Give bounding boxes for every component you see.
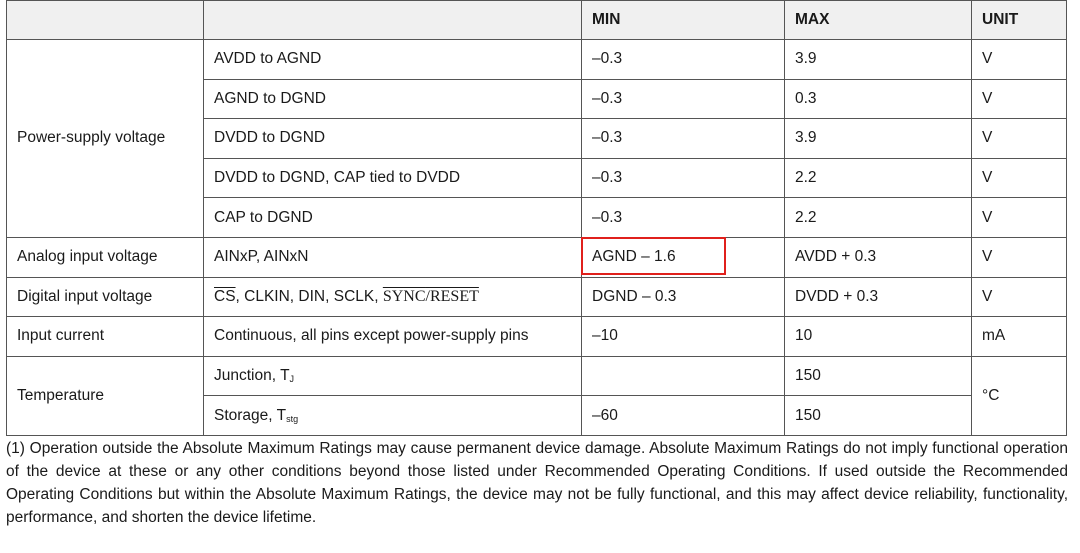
param-cell: AVDD to AGND [204, 40, 582, 80]
reset-pin-overline: RESET [429, 287, 479, 305]
min-cell-highlighted: AGND – 1.6 [582, 237, 785, 277]
digital-pins-text: , CLKIN, DIN, SCLK, [235, 287, 383, 305]
sync-pin-overline: SYNC [382, 287, 426, 305]
param-cell [204, 396, 582, 436]
absolute-maximum-ratings-table [6, 0, 1067, 436]
min-cell [582, 356, 785, 396]
table-row [7, 277, 1067, 317]
slash-overline: / [425, 287, 430, 305]
footnote: (1) Operation outside the Absolute Maximum Ratings may cause permanent device damage. Absolute Maximum Ratings do not imply functional operation of the device at these or any other conditions beyond those listed under Recommended Operating Conditions. If used outside the Recommended Operating Conditions but within the Absolute Maximum Ratings, the device may not be fully functional, and this may affect device reliability, functionality, performance, and shorten the device lifetime. [6, 440, 1068, 526]
param-cell [204, 356, 582, 396]
category-digital-input-voltage: Digital input voltage [7, 277, 204, 317]
min-cell: –0.3 [582, 158, 785, 198]
unit-cell: mA [972, 317, 1067, 357]
param-cell: AINxP, AINxN [204, 237, 582, 277]
max-cell: 3.9 [785, 40, 972, 80]
param-cell: DVDD to DGND [204, 119, 582, 159]
storage-subscript: stg [286, 413, 299, 424]
cs-pin-overline: $\overline{CS}$ [214, 287, 236, 305]
max-cell: 0.3 [785, 79, 972, 119]
min-cell: –60 [582, 396, 785, 436]
table-row [7, 237, 1067, 277]
category-temperature: Temperature [7, 356, 204, 435]
header-unit: UNIT [972, 1, 1067, 40]
min-cell: –0.3 [582, 79, 785, 119]
unit-cell: V [972, 119, 1067, 159]
max-cell: 2.2 [785, 158, 972, 198]
junction-subscript: J [289, 374, 295, 385]
max-cell: 150 [785, 356, 972, 396]
header-min: MIN [582, 1, 785, 40]
param-cell: Continuous, all pins except power-supply pins [204, 317, 582, 357]
header-blank-category [7, 1, 204, 40]
max-cell: AVDD + 0.3 [785, 237, 972, 277]
min-cell: –0.3 [582, 40, 785, 80]
unit-cell: V [972, 237, 1067, 277]
table-header-row [7, 1, 1067, 40]
param-cell: DVDD to DGND, CAP tied to DVDD [204, 158, 582, 198]
min-cell: DGND – 0.3 [582, 277, 785, 317]
storage-label: Storage, T [214, 406, 287, 424]
param-cell: AGND to DGND [204, 79, 582, 119]
header-blank-parameter [204, 1, 582, 40]
category-analog-input-voltage: Analog input voltage [7, 237, 204, 277]
unit-cell: V [972, 40, 1067, 80]
junction-label: Junction, T [214, 367, 290, 385]
category-input-current: Input current [7, 317, 204, 357]
table-row [7, 317, 1067, 357]
min-cell: –0.3 [582, 198, 785, 238]
param-cell: CAP to DGND [204, 198, 582, 238]
param-cell [204, 277, 582, 317]
min-cell: –0.3 [582, 119, 785, 159]
max-cell: 150 [785, 396, 972, 436]
min-cell: –10 [582, 317, 785, 357]
unit-cell: V [972, 277, 1067, 317]
header-max: MAX [785, 1, 972, 40]
unit-cell: V [972, 158, 1067, 198]
unit-cell-temperature: °C [972, 356, 1067, 435]
unit-cell: V [972, 79, 1067, 119]
table-row [7, 356, 1067, 396]
max-cell: 2.2 [785, 198, 972, 238]
table-row [7, 40, 1067, 80]
unit-cell: V [972, 198, 1067, 238]
max-cell: 3.9 [785, 119, 972, 159]
max-cell: DVDD + 0.3 [785, 277, 972, 317]
category-power-supply-voltage: Power-supply voltage [7, 40, 204, 238]
max-cell: 10 [785, 317, 972, 357]
